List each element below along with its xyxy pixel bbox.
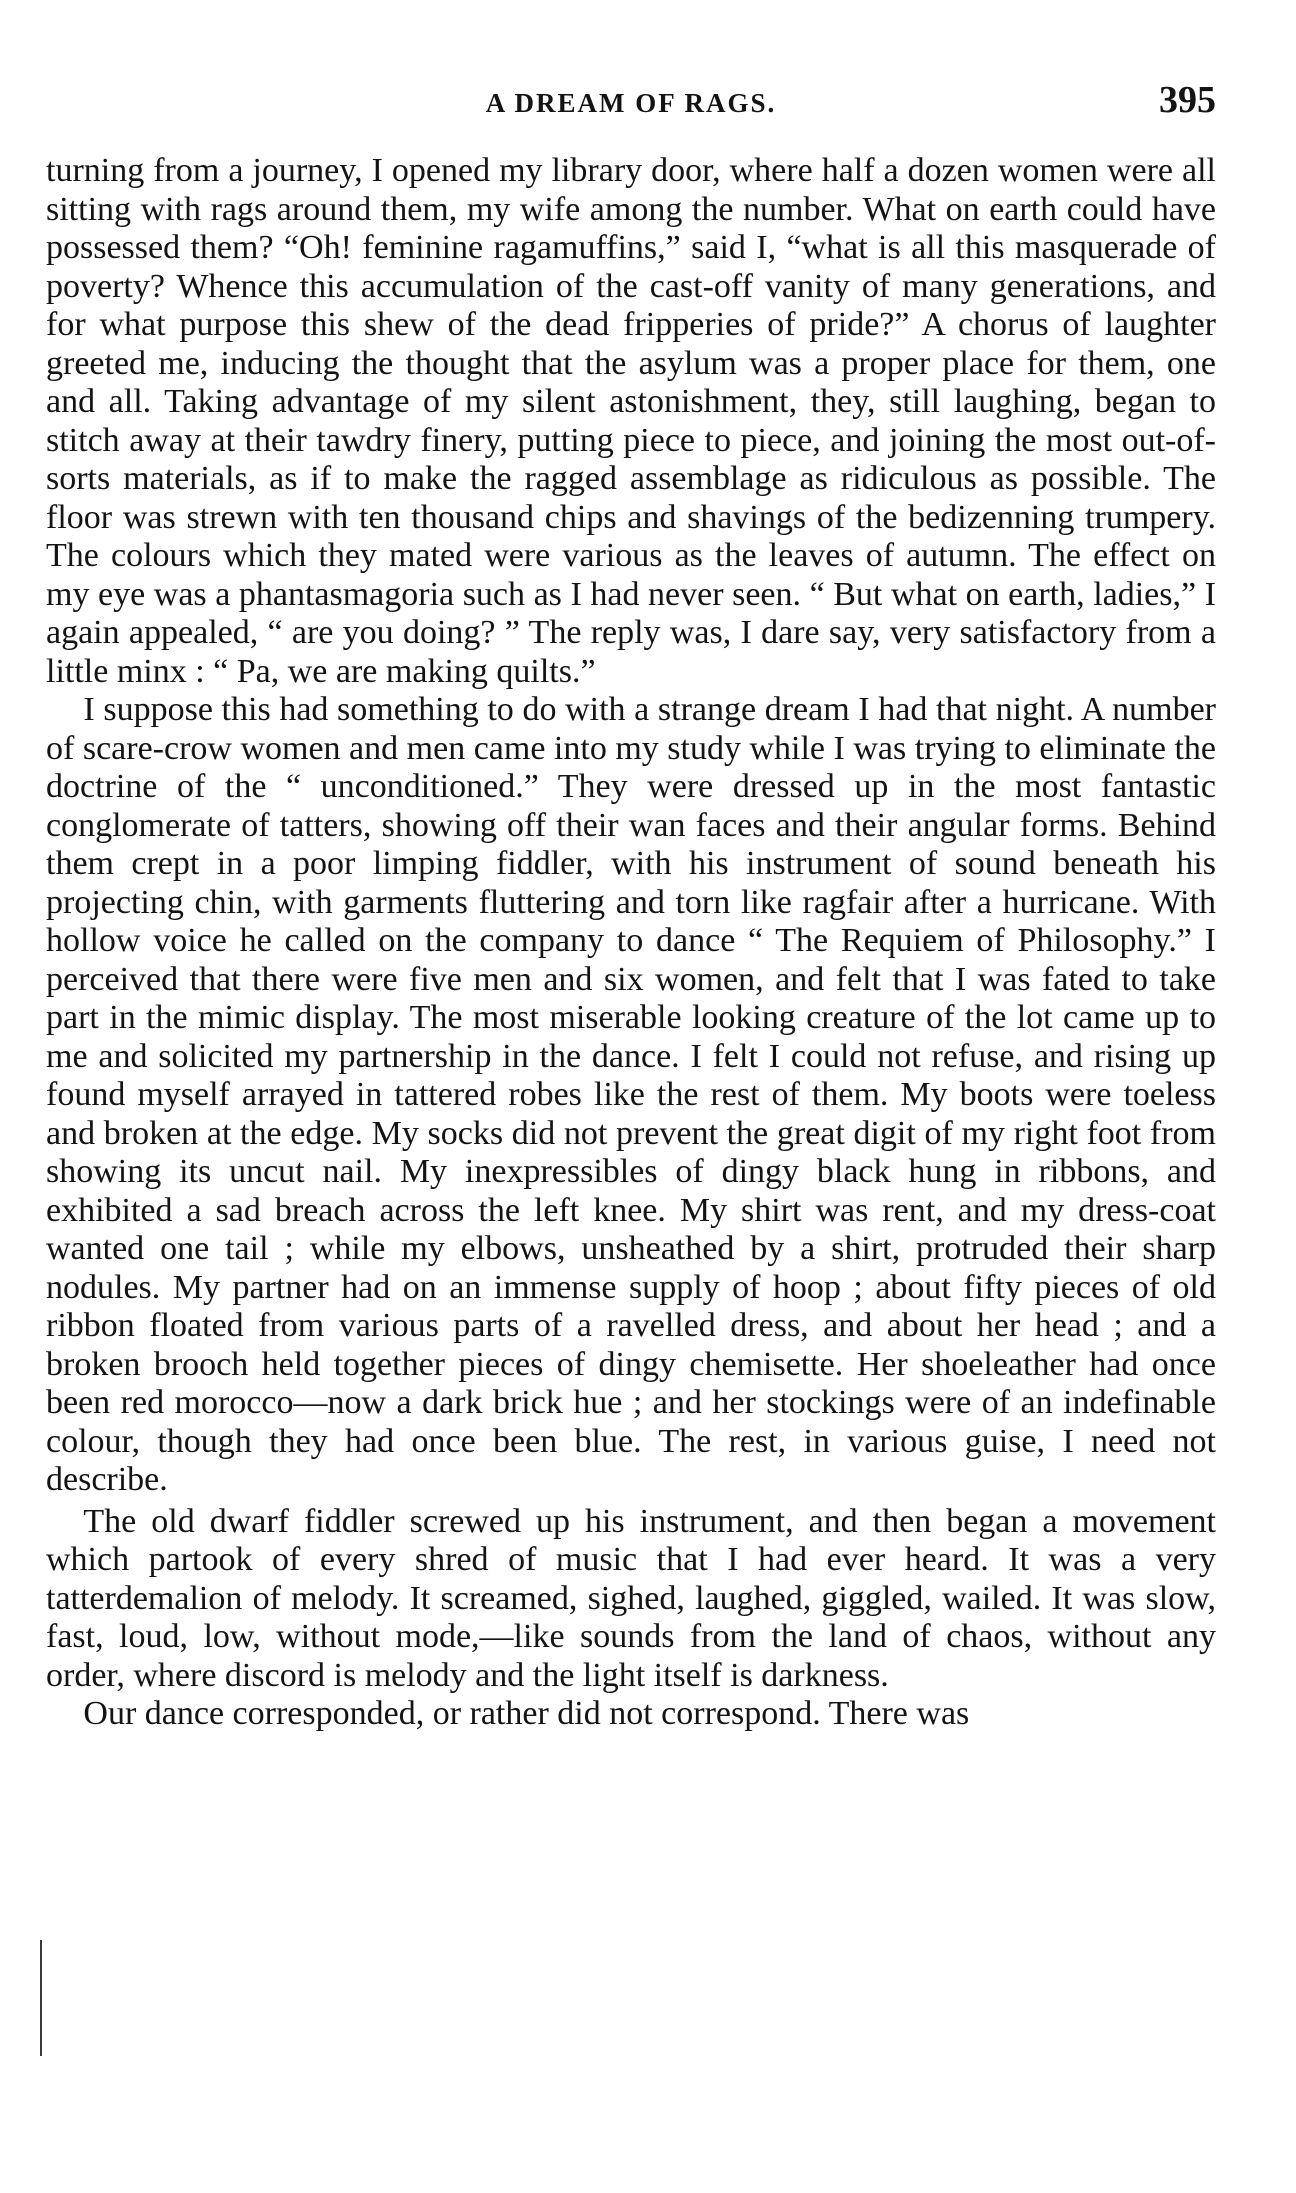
- running-head: [46, 78, 1216, 134]
- page-number: 395: [1159, 79, 1216, 121]
- paragraph-continued: turning from a journey, I opened my library door, where half a dozen women were all sitting with rags around them, my wife among the number. What on earth could have possessed them? “Oh! feminine ragamuffins,” said I, “what is all this masquerade of poverty? Whence this accumulation of the cast-off vanity of many generations, and for what purpose this shew of the dead fripperies of pride?” A chorus of laughter greeted me, inducing the thought that the asylum was a proper place for them, one and all. Taking advantage of my silent astonishment, they, still laughing, began to stitch away at their tawdry finery, putting piece to piece, and joining the most out-of-sorts materials, as if to make the ragged assemblage as ridiculous as possible. The floor was strewn with ten thousand chips and shavings of the bedizenning trumpery. The colours which they mated were various as the leaves of autumn. The effect on my eye was a phantasmagoria such as I had never seen. “ But what on earth, ladies,” I again appealed, “ are you doing? ” The reply was, I dare say, very satisfactory from a little minx : “ Pa, we are making quilts.”: [46, 152, 1216, 690]
- book-page: [46, 78, 1216, 1734]
- margin-mark: [40, 1940, 42, 2056]
- body-text: [46, 152, 1216, 1734]
- paragraph-dance: Our dance corresponded, or rather did not correspond. There was: [83, 1695, 970, 1732]
- paragraph-fiddler: The old dwarf fiddler screwed up his instrument, and then began a movement which partook of every shred of music that I had ever heard. It was a very tatterdemalion of melody. It screamed, sighed, laughed, giggled, wailed. It was slow, fast, loud, low, without mode,—like sounds from the land of chaos, without any order, where discord is melody and the light itself is darkness.: [46, 1502, 1216, 1694]
- paragraph-dream: I suppose this had something to do with a strange dream I had that night. A number of scare-crow women and men came into my study while I was trying to eliminate the doctrine of the “ unconditioned.” They were dressed up in the most fantastic conglomerate of tatters, showing off their wan faces and their angular forms. Behind them crept in a poor limping fiddler, with his instrument of sound beneath his projecting chin, with garments fluttering and torn like ragfair after a hurricane. With hollow voice he called on the company to dance “ The Requiem of Philosophy.” I perceived that there were five men and six women, and felt that I was fated to take part in the mimic display. The most miserable looking creature of the lot came up to me and solicited my partnership in the dance. I felt I could not refuse, and rising up found myself arrayed in tattered robes like the rest of them. My boots were toeless and broken at the edge. My socks did not prevent the great digit of my right foot from showing its uncut nail. My inexpressibles of dingy black hung in ribbons, and exhibited a sad breach across the left knee. My shirt was rent, and my dress-coat wanted one tail ; while my elbows, unsheathed by a shirt, protruded their sharp nodules. My partner had on an immense supply of hoop ; about fifty pieces of old ribbon floated from various parts of a ravelled dress, and about her head ; and a broken brooch held together pieces of dingy chemisette. Her shoeleather had once been red morocco—now a dark brick hue ; and her stockings were of an indefinable colour, though they had once been blue. The rest, in various guise, I need not describe.: [46, 691, 1216, 1498]
- running-title: A DREAM OF RAGS.: [485, 88, 777, 118]
